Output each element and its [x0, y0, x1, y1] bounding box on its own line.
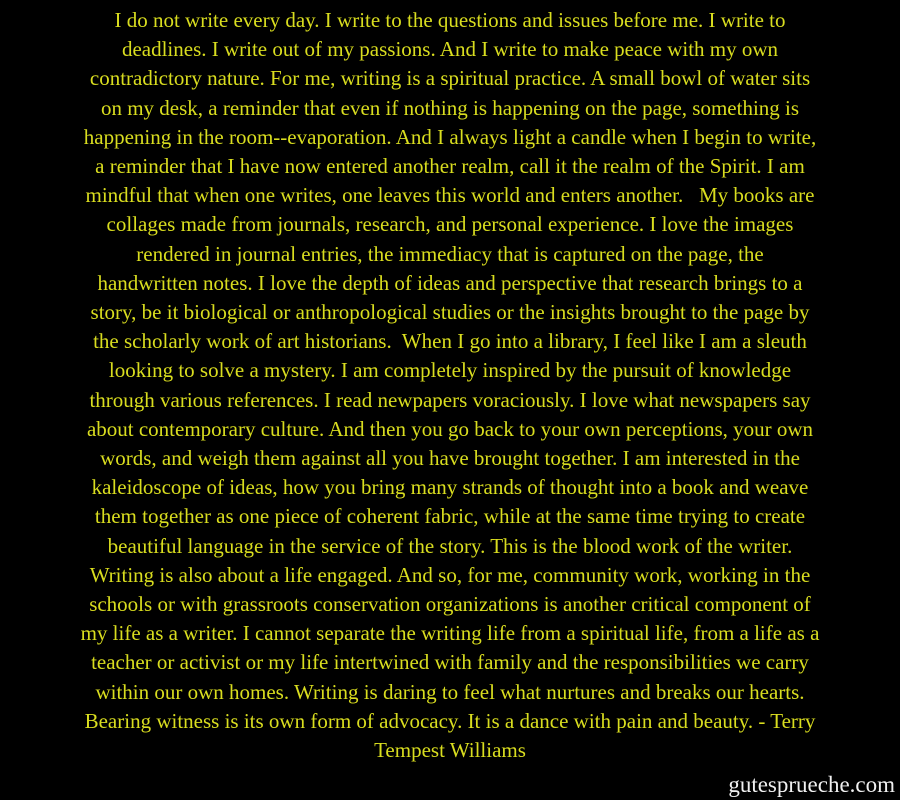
quote-line: on my desk, a reminder that even if nothing is happening on the page, something is [100, 95, 800, 120]
quote-line: Writing is also about a life engaged. And so, for me, community work, working in the [89, 562, 811, 587]
quote-line: Bearing witness is its own form of advocacy. It is a dance with pain and beauty. - Terry [84, 708, 816, 733]
quote-line: rendered in journal entries, the immediacy that is captured on the page, the [136, 241, 764, 266]
quote-line: story, be it biological or anthropological studies or the insights brought to the page by [90, 300, 810, 325]
quote-line: the scholarly work of art historians. When I go into a library, I feel like I am a sleuth [93, 329, 807, 354]
quote-line: teacher or activist or my life intertwined with family and the responsibilities we carry [91, 650, 809, 675]
quote-line: I do not write every day. I write to the questions and issues before me. I write to [114, 8, 786, 32]
quote-line: my life as a writer. I cannot separate the writing life from a spiritual life, from a life as a [80, 621, 820, 646]
quote-line: handwritten notes. I love the depth of ideas and perspective that research brings to a [97, 270, 803, 295]
quote-line: through various references. I read newpapers voraciously. I love what newspapers say [89, 387, 811, 412]
quote-line: happening in the room--evaporation. And I always light a candle when I begin to write, [83, 124, 817, 149]
quote-line: schools or with grassroots conservation organizations is another critical component of [89, 592, 811, 617]
quote-line-author: Tempest Williams [374, 738, 526, 763]
quote-line: a reminder that I have now entered another realm, call it the realm of the Spirit. I am [95, 154, 805, 179]
watermark-site-name: gutesprueche.com [728, 772, 895, 797]
quote-line: about contemporary culture. And then you go back to your own perceptions, your own [86, 416, 814, 441]
quote-line: mindful that when one writes, one leaves this world and enters another. My books are [85, 183, 815, 208]
quote-line: beautiful language in the service of the story. This is the blood work of the writer. [107, 533, 793, 558]
quote-line: looking to solve a mystery. I am completely inspired by the pursuit of knowledge [108, 358, 792, 383]
quote-line: them together as one piece of coherent fabric, while at the same time trying to create [94, 504, 806, 529]
quote-line: collages made from journals, research, and personal experience. I love the images [106, 212, 794, 237]
quote-line: kaleidoscope of ideas, how you bring many strands of thought into a book and weave [91, 475, 809, 500]
quote-line: deadlines. I write out of my passions. And I write to make peace with my own [121, 37, 779, 62]
quote-line: within our own homes. Writing is daring to feel what nurtures and breaks our hearts. [95, 679, 805, 704]
quote-line: contradictory nature. For me, writing is a spiritual practice. A small bowl of water sits [89, 66, 811, 91]
quote-line: words, and weigh them against all you have brought together. I am interested in the [100, 446, 800, 471]
